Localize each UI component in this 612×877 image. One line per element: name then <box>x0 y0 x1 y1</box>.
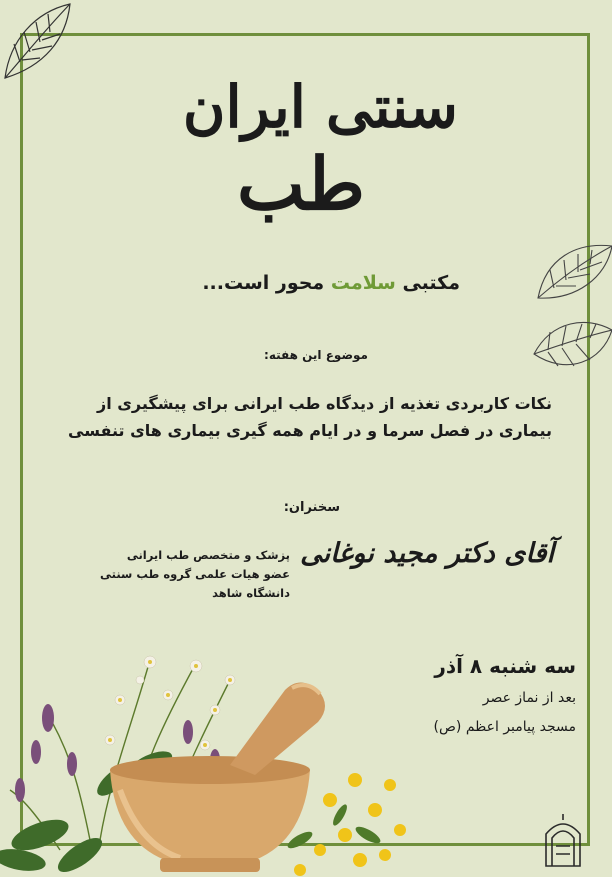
mosque-logo-icon <box>538 810 588 868</box>
leaf-outline-icon <box>532 314 612 380</box>
topic-label: موضوع این هفته: <box>264 348 368 362</box>
event-date: سه شنبه ۸ آذر <box>434 654 576 678</box>
topic-text <box>62 390 552 444</box>
leaf-outline-icon <box>0 0 80 85</box>
speaker-credential-1: پزشک و متخصص طب ایرانی <box>126 548 290 562</box>
speaker-name: آقای دکتر مجید نوغانی <box>300 538 554 569</box>
title-calligraphy <box>150 73 470 248</box>
speaker-credential-2: عضو هیات علمی گروه طب سنتی <box>100 567 290 581</box>
speaker-credentials <box>100 546 290 603</box>
event-venue: مسجد پیامبر اعظم (ص) <box>433 719 576 735</box>
event-time: بعد از نماز عصر <box>482 690 576 706</box>
topic-line-1: نکات کاربردی تغذیه از دیدگاه طب ایرانی برای پیشگیری از <box>96 394 552 413</box>
slogan-part-2: محور است... <box>202 272 331 294</box>
slogan-highlight: سلامت <box>330 272 396 294</box>
speaker-credential-3: دانشگاه شاهد <box>212 586 290 600</box>
leaf-outline-icon <box>536 238 612 308</box>
slogan-part-1: مکتبی <box>395 272 460 294</box>
title-line-2: طب <box>236 141 365 226</box>
speaker-label: سخنران: <box>283 500 340 515</box>
slogan <box>202 272 460 294</box>
mortar-pestle-icon <box>0 640 420 877</box>
title-line-1: سنتی ایران <box>182 73 458 141</box>
topic-line-2: بیماری در فصل سرما و در ایام همه گیری بیماری های تنفسی <box>68 421 552 440</box>
